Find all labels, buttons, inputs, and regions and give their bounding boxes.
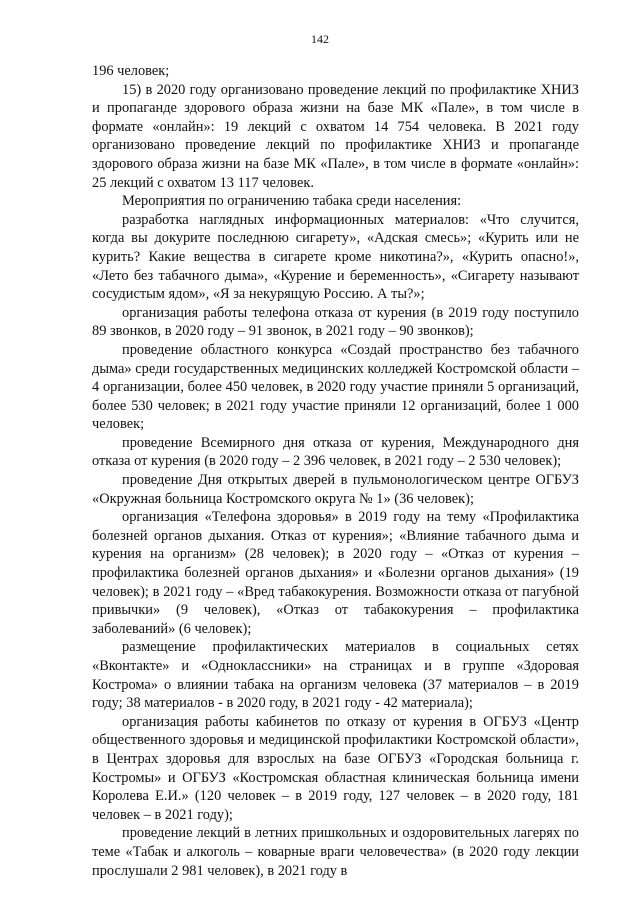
- paragraph: Мероприятия по ограничению табака среди населения:: [122, 193, 462, 210]
- paragraph: организация «Телефона здоровья» в 2019 году на тему «Профилактика болезней органов дыхания. Отказ от курения»; «Влияние табачного дыма и курения на организм» (28 человек); в 2020 году – «Отказ от курения – профилактика болезней органов дыхания» и «Болезни органов дыхания» (19 человек); в 2021 году – «Вред табакокурения. Возможности отказа от пагубной привычки» (9 человек), «Отказ от табакокурения – профилактика заболеваний» (6 человек);: [92, 509, 579, 637]
- page-number: 142: [311, 32, 329, 46]
- document-body: [92, 62, 579, 880]
- paragraph: проведение областного конкурса «Создай пространство без табачного дыма» среди государственных медицинских колледжей Костромской области – 4 организации, более 450 человек, в 2020 году участие приняли 5 организаций, более 530 человек; в 2021 году участие приняли 12 организаций, более 1 000 человек;: [92, 341, 579, 433]
- paragraph: размещение профилактических материалов в социальных сетях «Вконтакте» и «Одноклассники» на страницах и в группе «Здоровая Кострома» о влиянии табака на организм человека (37 материалов – в 2019 году; 38 материалов - в 2020 году, в 2021 году - 42 материала);: [92, 639, 579, 712]
- paragraph: разработка наглядных информационных материалов: «Что случится, когда вы докурите последнюю сигарету», «Адская смесь»; «Курить или не курить? Какие вещества в сигарете кроме никотина?», «Курить опасно!», «Лето без табачного дыма», «Курение и беременность», «Сигарету называют сосудистым ядом», «Я за некурящую Россию. А ты?»;: [92, 211, 579, 303]
- paragraph: проведение Всемирного дня отказа от курения, Международного дня отказа от курения (в 2020 году – 2 396 человек, в 2021 году – 2 530 человек);: [92, 434, 579, 470]
- paragraph: 196 человек;: [92, 63, 170, 79]
- paragraph: проведение лекций в летних пришкольных и оздоровительных лагерях по теме «Табак и алкоголь – коварные враги человечества» (в 2020 году лекции прослушали 2 981 человек), в 2021 году в: [92, 825, 579, 879]
- paragraph: организация работы телефона отказа от курения (в 2019 году поступило 89 звонков, в 2020 году – 91 звонок, в 2021 году – 90 звонков);: [92, 304, 579, 340]
- paragraph: проведение Дня открытых дверей в пульмонологическом центре ОГБУЗ «Окружная больница Костромского округа № 1» (36 человек);: [92, 472, 579, 507]
- paragraph: организация работы кабинетов по отказу от курения в ОГБУЗ «Центр общественного здоровья и медицинской профилактики Костромской области», в Центрах здоровья для взрослых на базе ОГБУЗ «Городская больница г. Костромы» и ОГБУЗ «Костромская областная клиническая больница имени Королева Е.И.» (120 человек – в 2019 году, 127 человек – в 2020 году, 181 человек – в 2021 году);: [92, 713, 579, 823]
- paragraph: 15) в 2020 году организовано проведение лекций по профилактике ХНИЗ и пропаганде здорового образа жизни на базе МК «Пале», в том числе в формате «онлайн»: 19 лекций с охватом 14 754 человека. В 2021 году организовано проведение лекций по профилактике ХНИЗ и пропаганде здорового образа жизни на базе МК «Пале», в том числе в формате «онлайн»: 25 лекций с охватом 13 117 человек.: [92, 81, 579, 191]
